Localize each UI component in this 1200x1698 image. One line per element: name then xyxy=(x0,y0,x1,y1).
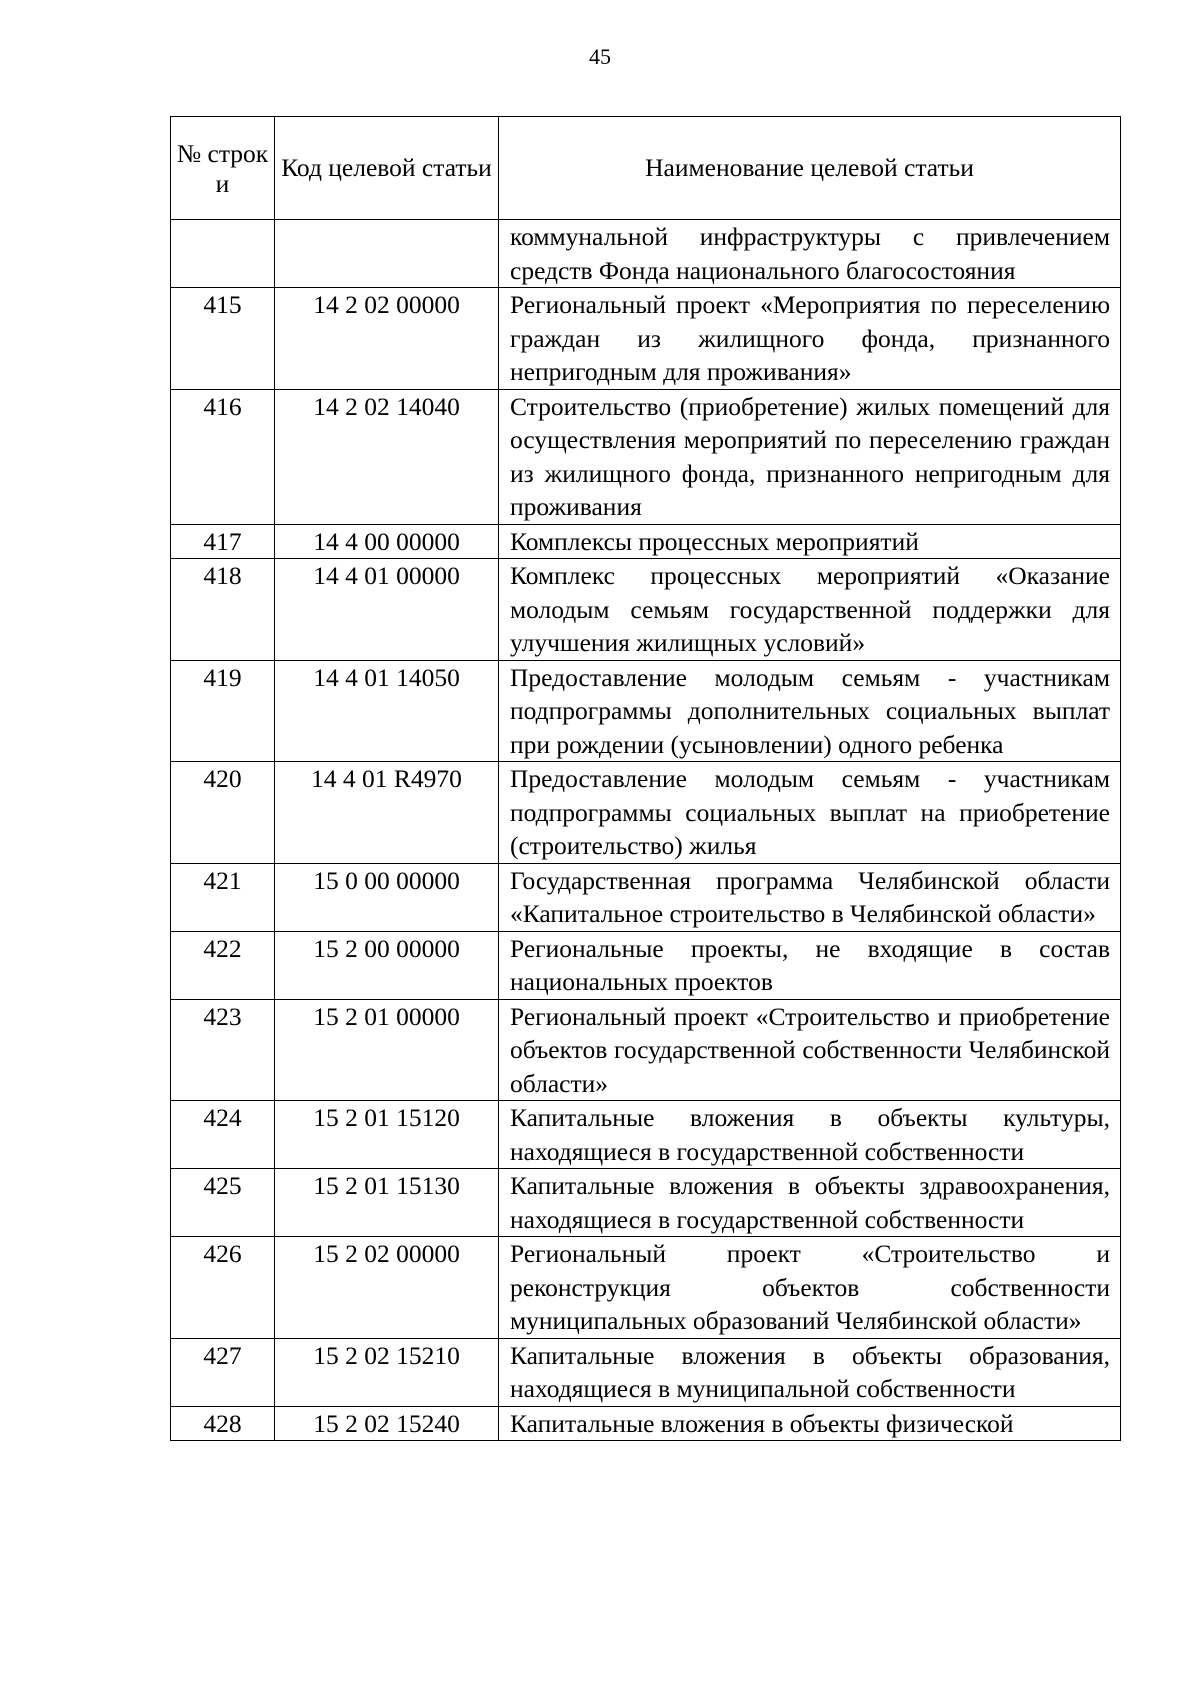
table-row xyxy=(171,1338,1121,1406)
article-name-cell: Предоставление молодым семьям - участникам подпрограммы дополнительных социальных выплат при рождении (усыновлении) одного ребенка xyxy=(499,660,1121,762)
row-number-cell: 416 xyxy=(171,389,275,524)
article-name-cell: Региональный проект «Строительство и приобретение объектов государственной собственности Челябинской области» xyxy=(499,999,1121,1101)
table-row xyxy=(171,559,1121,661)
table-row xyxy=(171,389,1121,524)
table-row xyxy=(171,660,1121,762)
article-code-cell xyxy=(275,220,499,288)
article-name-cell: Капитальные вложения в объекты физической xyxy=(499,1406,1121,1441)
article-name-cell: Строительство (приобретение) жилых помещений для осуществления мероприятий по переселению граждан из жилищного фонда, признанного непригодным для проживания xyxy=(499,389,1121,524)
article-code-cell: 14 4 01 00000 xyxy=(275,559,499,661)
row-number-cell: 426 xyxy=(171,1237,275,1339)
article-code-cell: 15 2 01 00000 xyxy=(275,999,499,1101)
article-code-cell: 15 2 02 15210 xyxy=(275,1338,499,1406)
header-article-code: Код целевой статьи xyxy=(275,117,499,220)
article-code-cell: 14 2 02 00000 xyxy=(275,288,499,390)
header-article-name: Наименование целевой статьи xyxy=(499,117,1121,220)
table-header-row xyxy=(171,117,1121,220)
article-name-cell: Комплексы процессных мероприятий xyxy=(499,524,1121,559)
row-number-cell: 419 xyxy=(171,660,275,762)
row-number-cell: 421 xyxy=(171,863,275,931)
article-name-cell: Региональный проект «Мероприятия по переселению граждан из жилищного фонда, признанного непригодным для проживания» xyxy=(499,288,1121,390)
article-code-cell: 15 2 02 00000 xyxy=(275,1237,499,1339)
article-name-cell: Государственная программа Челябинской области «Капитальное строительство в Челябинской области» xyxy=(499,863,1121,931)
article-name-cell: Региональный проект «Строительство и реконструкция объектов собственности муниципальных образований Челябинской области» xyxy=(499,1237,1121,1339)
table-row xyxy=(171,220,1121,288)
article-name-cell: Капитальные вложения в объекты культуры, находящиеся в государственной собственности xyxy=(499,1101,1121,1169)
target-articles-table xyxy=(170,116,1121,1441)
article-code-cell: 15 0 00 00000 xyxy=(275,863,499,931)
row-number-cell: 417 xyxy=(171,524,275,559)
article-code-cell: 15 2 01 15130 xyxy=(275,1169,499,1237)
row-number-cell: 425 xyxy=(171,1169,275,1237)
article-code-cell: 14 4 00 00000 xyxy=(275,524,499,559)
table-row xyxy=(171,762,1121,864)
table-row xyxy=(171,1169,1121,1237)
article-name-cell: Капитальные вложения в объекты здравоохранения, находящиеся в государственной собственности xyxy=(499,1169,1121,1237)
article-name-cell: Региональные проекты, не входящие в состав национальных проектов xyxy=(499,931,1121,999)
article-name-cell: Предоставление молодым семьям - участникам подпрограммы социальных выплат на приобретение (строительство) жилья xyxy=(499,762,1121,864)
article-name-cell: коммунальной инфраструктуры с привлечением средств Фонда национального благосостояния xyxy=(499,220,1121,288)
row-number-cell: 423 xyxy=(171,999,275,1101)
table-body xyxy=(171,220,1121,1441)
table-row xyxy=(171,1237,1121,1339)
row-number-cell: 418 xyxy=(171,559,275,661)
article-code-cell: 15 2 02 15240 xyxy=(275,1406,499,1441)
row-number-cell xyxy=(171,220,275,288)
table-row xyxy=(171,999,1121,1101)
article-name-cell: Капитальные вложения в объекты образования, находящиеся в муниципальной собственности xyxy=(499,1338,1121,1406)
article-code-cell: 14 4 01 14050 xyxy=(275,660,499,762)
article-code-cell: 15 2 00 00000 xyxy=(275,931,499,999)
table-row xyxy=(171,931,1121,999)
article-code-cell: 15 2 01 15120 xyxy=(275,1101,499,1169)
table-row xyxy=(171,1406,1121,1441)
row-number-cell: 422 xyxy=(171,931,275,999)
row-number-cell: 424 xyxy=(171,1101,275,1169)
row-number-cell: 428 xyxy=(171,1406,275,1441)
header-row-number: № строк и xyxy=(171,117,275,220)
row-number-cell: 427 xyxy=(171,1338,275,1406)
table-row xyxy=(171,863,1121,931)
table-row xyxy=(171,524,1121,559)
row-number-cell: 420 xyxy=(171,762,275,864)
table-row xyxy=(171,288,1121,390)
article-code-cell: 14 2 02 14040 xyxy=(275,389,499,524)
table-row xyxy=(171,1101,1121,1169)
page-number: 45 xyxy=(589,44,611,69)
article-code-cell: 14 4 01 R4970 xyxy=(275,762,499,864)
article-name-cell: Комплекс процессных мероприятий «Оказание молодым семьям государственной поддержки для улучшения жилищных условий» xyxy=(499,559,1121,661)
row-number-cell: 415 xyxy=(171,288,275,390)
